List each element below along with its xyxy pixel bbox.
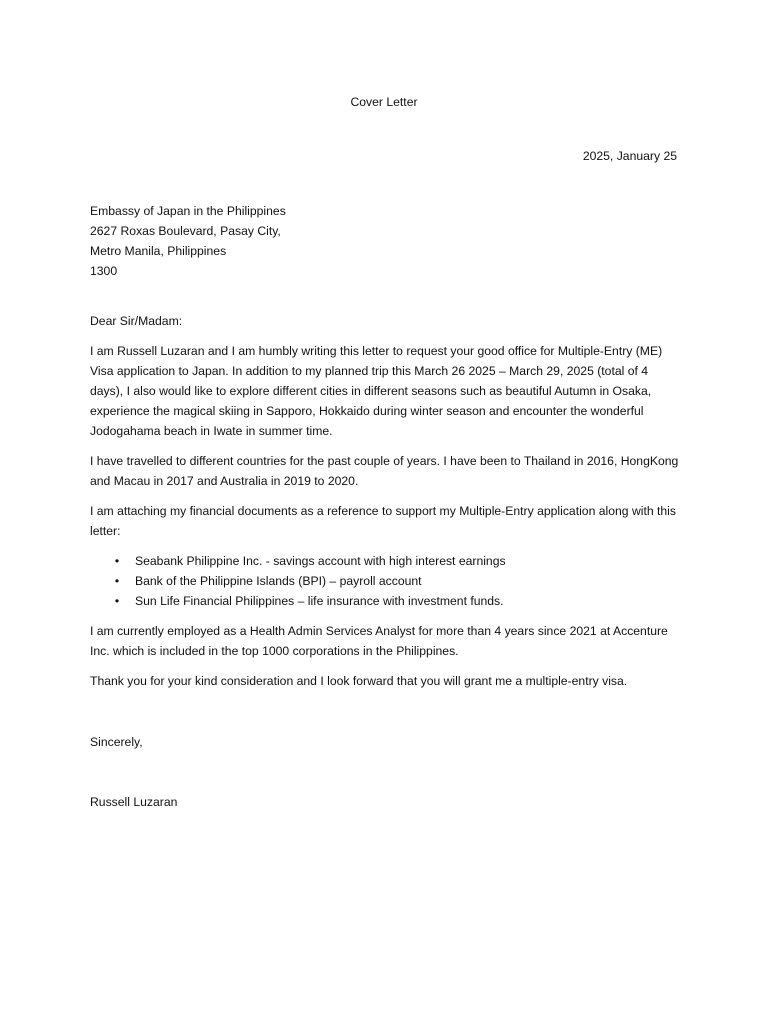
recipient-address [90,201,286,281]
financial-documents-list [90,551,682,611]
bullet-icon: • [114,574,120,588]
salutation: Dear Sir/Madam: [90,314,183,328]
list-item-text: Sun Life Financial Philippines – life insurance with investment funds. [135,594,504,608]
body-paragraph: Thank you for your kind consideration and I look forward that you will grant me a multiple-entry visa. [90,674,628,688]
letter-date: 2025, January 25 [582,149,677,163]
recipient-line: 1300 [90,264,118,278]
list-item [90,571,682,591]
body-paragraph: I am attaching my financial documents as a reference to support my Multiple-Entry application along with this letter: [90,504,676,538]
letter-body [90,311,682,701]
closing: Sincerely, [90,735,143,749]
bullet-icon: • [114,594,120,608]
list-item-text: Seabank Philippine Inc. - savings account with high interest earnings [135,554,506,568]
recipient-line: 2627 Roxas Boulevard, Pasay City, [90,224,281,238]
signature-name: Russell Luzaran [90,795,178,809]
recipient-line: Embassy of Japan in the Philippines [90,204,286,218]
body-paragraph: I am currently employed as a Health Admin Services Analyst for more than 4 years since 2021 at Accenture Inc. which is included in the top 1000 corporations in the Philippines. [90,624,668,658]
bullet-icon: • [114,554,120,568]
recipient-line: Metro Manila, Philippines [90,244,227,258]
document-title: Cover Letter [350,95,418,109]
list-item [90,591,682,611]
body-paragraph: I have travelled to different countries for the past couple of years. I have been to Thailand in 2016, HongKong and Macau in 2017 and Australia in 2019 to 2020. [90,454,679,488]
list-item [90,551,682,571]
list-item-text: Bank of the Philippine Islands (BPI) – payroll account [135,574,422,588]
body-paragraph: I am Russell Luzaran and I am humbly writing this letter to request your good office for Multiple-Entry (ME) Visa application to Japan. In addition to my planned trip this March 26 2025 – March 29, 2025 (total of 4 days), I also would like to explore different cities in different seasons such as beautiful Autumn in Osaka, experience the magical skiing in Sapporo, Hokkaido during winter season and encounter the wonderful Jodogahama beach in Iwate in summer time. [90,344,663,438]
